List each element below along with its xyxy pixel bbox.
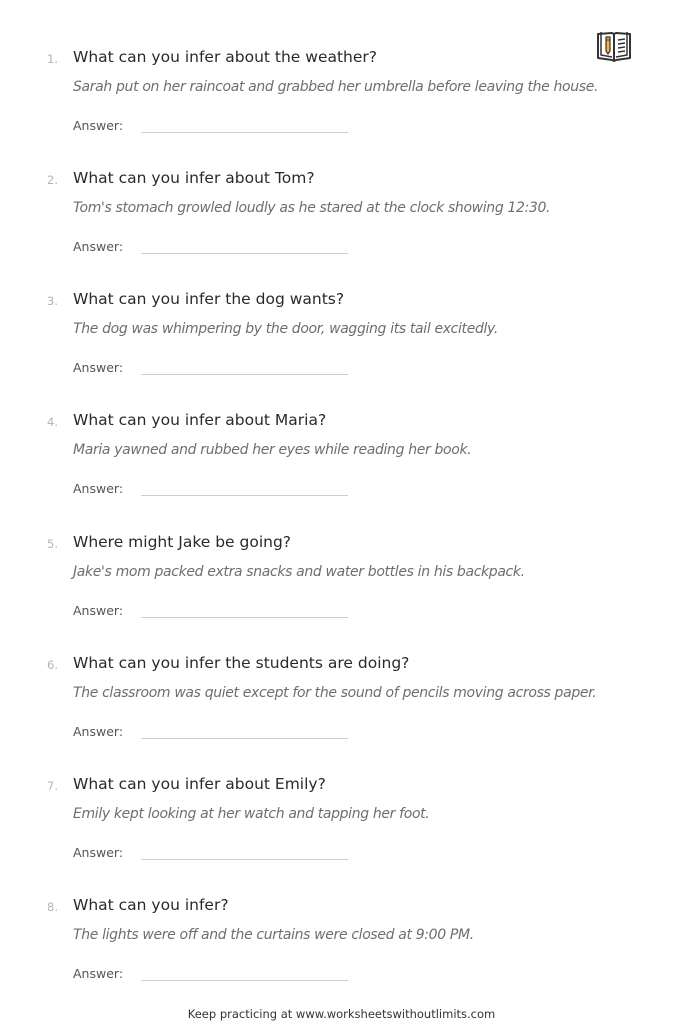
question-passage: Emily kept looking at her watch and tapping her foot. bbox=[73, 806, 430, 822]
question-passage: Maria yawned and rubbed her eyes while reading her book. bbox=[73, 442, 472, 458]
answer-line[interactable] bbox=[141, 859, 348, 860]
answer-label: Answer: bbox=[73, 481, 124, 496]
answer-line[interactable] bbox=[141, 253, 348, 254]
answer-line[interactable] bbox=[141, 617, 348, 618]
question-passage: Sarah put on her raincoat and grabbed her umbrella before leaving the house. bbox=[73, 79, 599, 95]
answer-line[interactable] bbox=[141, 495, 348, 496]
question-item bbox=[0, 292, 683, 402]
question-prompt: What can you infer the dog wants? bbox=[73, 290, 345, 308]
question-prompt: What can you infer about Tom? bbox=[73, 169, 315, 187]
question-passage: Tom's stomach growled loudly as he stared at the clock showing 12:30. bbox=[73, 200, 551, 216]
question-prompt: What can you infer the students are doing? bbox=[73, 654, 410, 672]
question-prompt: Where might Jake be going? bbox=[73, 533, 292, 551]
question-prompt: What can you infer? bbox=[73, 896, 229, 914]
question-item bbox=[0, 413, 683, 523]
answer-label: Answer: bbox=[73, 239, 124, 254]
question-prompt: What can you infer about Maria? bbox=[73, 411, 327, 429]
answer-label: Answer: bbox=[73, 966, 124, 981]
question-number: 5. bbox=[47, 537, 58, 551]
question-prompt: What can you infer about Emily? bbox=[73, 775, 326, 793]
question-number: 1. bbox=[47, 52, 58, 66]
question-item bbox=[0, 50, 683, 160]
question-prompt: What can you infer about the weather? bbox=[73, 48, 378, 66]
question-number: 2. bbox=[47, 173, 58, 187]
answer-line[interactable] bbox=[141, 374, 348, 375]
question-passage: Jake's mom packed extra snacks and water bottles in his backpack. bbox=[73, 564, 525, 580]
answer-label: Answer: bbox=[73, 603, 124, 618]
question-passage: The lights were off and the curtains were closed at 9:00 PM. bbox=[73, 927, 474, 943]
question-item bbox=[0, 898, 683, 1008]
question-number: 7. bbox=[47, 779, 58, 793]
question-passage: The dog was whimpering by the door, wagging its tail excitedly. bbox=[73, 321, 498, 337]
footer-text: Keep practicing at www.worksheetswithoutlimits.com bbox=[187, 1007, 496, 1021]
answer-label: Answer: bbox=[73, 724, 124, 739]
answer-line[interactable] bbox=[141, 132, 348, 133]
answer-line[interactable] bbox=[141, 738, 348, 739]
answer-label: Answer: bbox=[73, 360, 124, 375]
question-number: 4. bbox=[47, 415, 58, 429]
question-item bbox=[0, 535, 683, 645]
question-number: 8. bbox=[47, 900, 58, 914]
question-item bbox=[0, 777, 683, 887]
question-number: 6. bbox=[47, 658, 58, 672]
question-item bbox=[0, 656, 683, 766]
question-passage: The classroom was quiet except for the sound of pencils moving across paper. bbox=[73, 685, 597, 701]
question-item bbox=[0, 171, 683, 281]
answer-line[interactable] bbox=[141, 980, 348, 981]
answer-label: Answer: bbox=[73, 845, 124, 860]
question-number: 3. bbox=[47, 294, 58, 308]
answer-label: Answer: bbox=[73, 118, 124, 133]
